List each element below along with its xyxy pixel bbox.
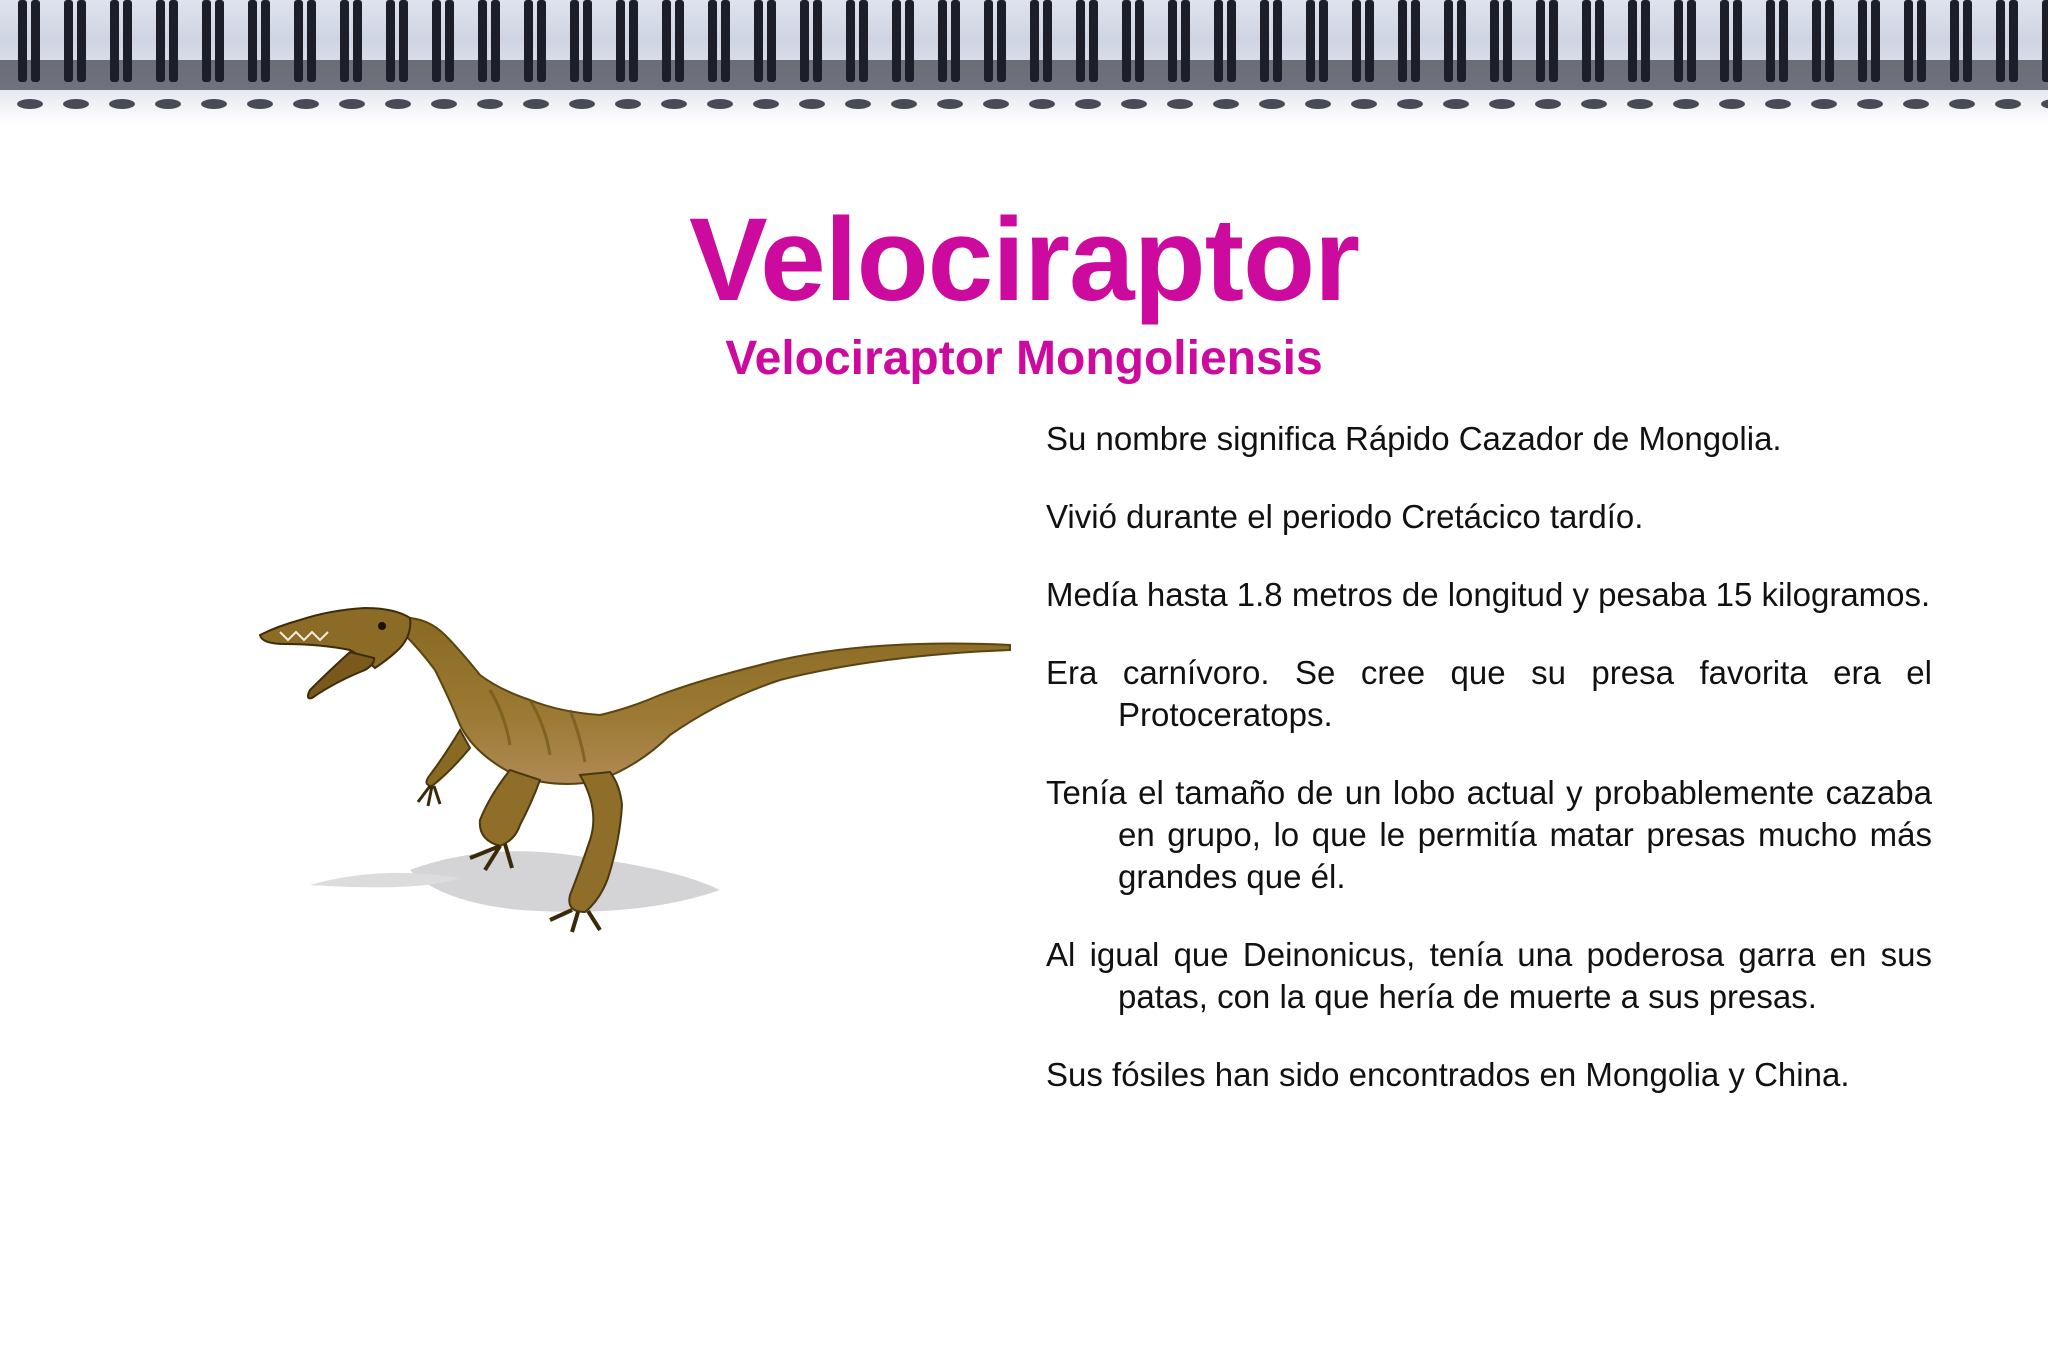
binding-ring — [615, 0, 641, 109]
fact-item: Era carnívoro. Se cree que su presa favorita era el Protoceratops. — [1046, 654, 1932, 733]
binding-ring — [477, 0, 503, 109]
binding-ring — [155, 0, 181, 109]
binding-ring — [891, 0, 917, 109]
binding-ring — [1857, 0, 1883, 109]
binding-ring — [1995, 0, 2021, 109]
fact-item: Vivió durante el periodo Cretácico tardío. — [1046, 498, 1644, 535]
binding-ring — [845, 0, 871, 109]
binding-ring — [569, 0, 595, 109]
binding-ring — [1213, 0, 1239, 109]
fact-item: Al igual que Deinonicus, tenía una poderosa garra en sus patas, con la que hería de muerte a sus presas. — [1046, 936, 1932, 1015]
binding-ring — [431, 0, 457, 109]
binding-ring — [201, 0, 227, 109]
binding-ring — [339, 0, 365, 109]
binding-ring — [661, 0, 687, 109]
binding-ring — [1581, 0, 1607, 109]
binding-ring — [1397, 0, 1423, 109]
binding-ring — [385, 0, 411, 109]
binding-ring — [1121, 0, 1147, 109]
binding-ring — [1443, 0, 1469, 109]
binding-ring — [1167, 0, 1193, 109]
spiral-binding — [0, 0, 2048, 125]
spiral-binding-icon — [0, 0, 2048, 125]
binding-ring — [1029, 0, 1055, 109]
binding-ring — [1903, 0, 1929, 109]
page-subtitle: Velociraptor Mongoliensis — [725, 332, 1323, 385]
binding-ring — [1811, 0, 1837, 109]
binding-ring — [1489, 0, 1515, 109]
binding-ring — [1673, 0, 1699, 109]
binding-ring — [707, 0, 733, 109]
binding-ring — [799, 0, 825, 109]
binding-ring — [523, 0, 549, 109]
binding-ring — [983, 0, 1009, 109]
fact-item: Su nombre significa Rápido Cazador de Mongolia. — [1046, 420, 1782, 457]
velociraptor-illustration — [160, 540, 1020, 960]
binding-ring — [2041, 0, 2048, 109]
binding-ring — [1535, 0, 1561, 109]
binding-ring — [1627, 0, 1653, 109]
binding-ring — [1075, 0, 1101, 109]
binding-ring — [293, 0, 319, 109]
binding-ring — [753, 0, 779, 109]
binding-ring — [1949, 0, 1975, 109]
binding-ring — [109, 0, 135, 109]
binding-ring — [17, 0, 43, 109]
binding-ring — [1351, 0, 1377, 109]
binding-ring — [1765, 0, 1791, 109]
binding-ring — [1719, 0, 1745, 109]
fact-item: Tenía el tamaño de un lobo actual y probablemente cazaba en grupo, lo que le permitía matar presas mucho más grandes que él. — [1046, 774, 1932, 895]
binding-ring — [1305, 0, 1331, 109]
binding-ring — [247, 0, 273, 109]
fact-list — [1046, 418, 1932, 1132]
fact-item: Sus fósiles han sido encontrados en Mongolia y China. — [1046, 1056, 1850, 1093]
binding-ring — [1259, 0, 1285, 109]
fact-item: Medía hasta 1.8 metros de longitud y pesaba 15 kilogramos. — [1046, 576, 1931, 613]
binding-ring — [63, 0, 89, 109]
page-title: Velociraptor — [688, 194, 1359, 326]
binding-ring — [937, 0, 963, 109]
